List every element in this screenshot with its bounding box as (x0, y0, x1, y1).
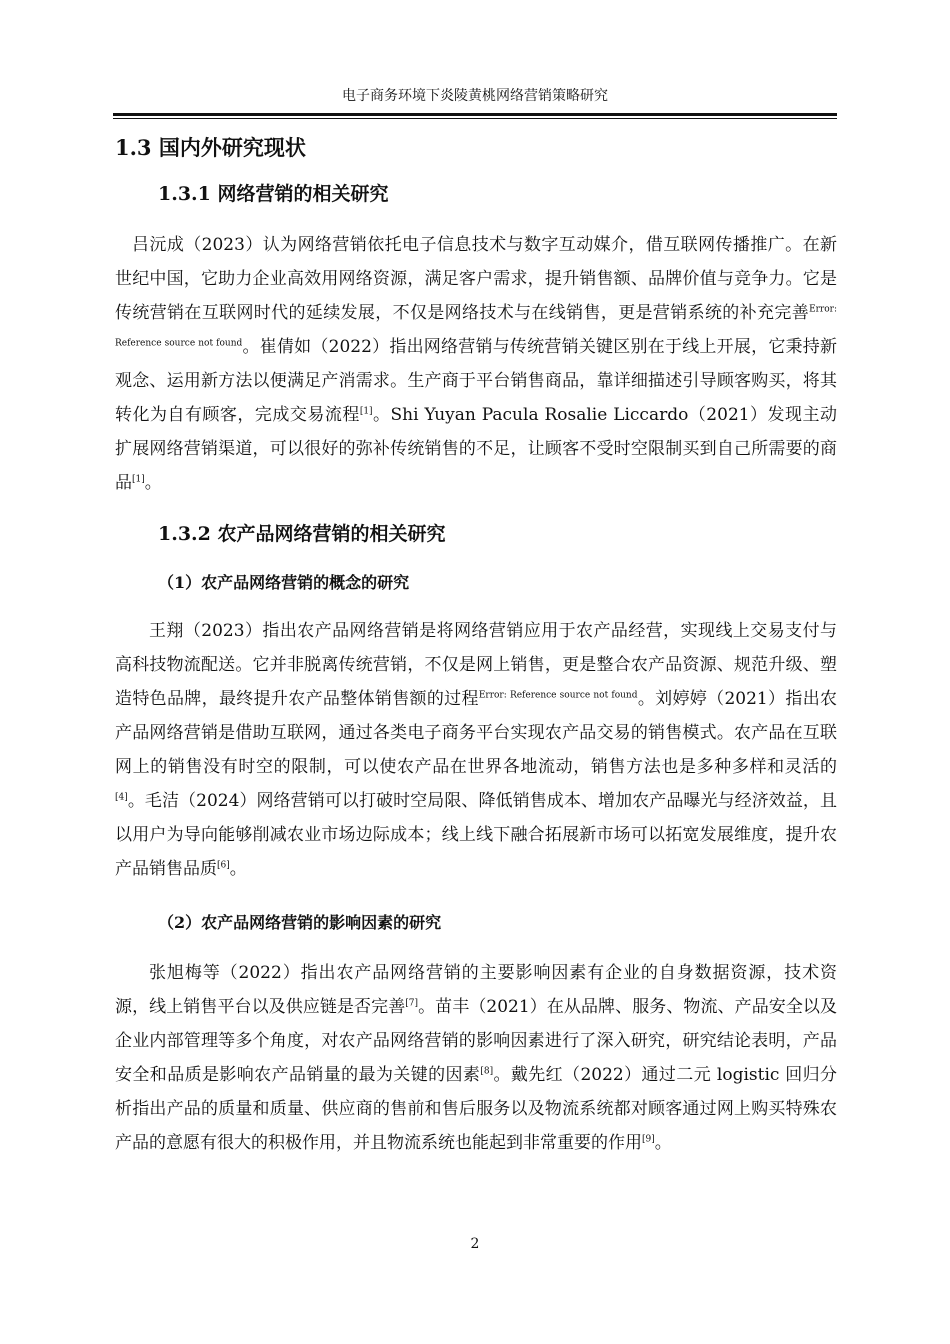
citation: [4] (115, 792, 128, 803)
para-text: 。 (229, 859, 247, 879)
reference-error: Error: Reference source not found (115, 304, 837, 349)
citation: [7] (405, 998, 419, 1009)
citation: [9] (642, 1134, 655, 1145)
para-text: 吕沅成（2023）认为网络营销依托电子信息技术与数字互动媒介，借互联网传播推广。在新世纪中国，它助力企业高效用网络资源，满足客户需求，提升销售额、品牌价值与竞争力。它是传统营销在互联网时代的延续发展，不仅是网络技术与在线销售，更是营销系统的补充完善 (115, 235, 837, 323)
citation: [1] (132, 474, 145, 485)
para-text: 。Shi Yuyan Pacula Rosalie Liccardo（2021）发现主动扩展网络营销渠道，可以很好的弥补传统销售的不足，让顾客不受时空限制买到自己所需要的商品 (115, 405, 838, 493)
header-rule-thin (113, 118, 837, 119)
paragraph-concept (115, 614, 837, 886)
para-text: 张旭梅等（2022）指出农产品网络营销的主要影响因素有企业的自身数据资源，技术资源，线上销售平台以及供应链是否完善 (115, 963, 837, 1017)
para-text: 。 (654, 1133, 672, 1153)
citation: [6] (217, 860, 230, 871)
paragraph-network-marketing (115, 228, 837, 500)
header-rule-thick (113, 113, 837, 116)
section-title: 1.3 国内外研究现状 (115, 135, 306, 160)
paragraph-factors (115, 956, 837, 1160)
subheading-concept: （1）农产品网络营销的概念的研究 (158, 573, 410, 592)
para-text: 。毛洁（2024）网络营销可以打破时空局限、降低销售成本、增加农产品曝光与经济效益，且以用户为导向能够削减农业市场边际成本；线上线下融合拓展新市场可以拓宽发展维度，提升农产品销售品质 (115, 791, 837, 879)
citation: [1] (359, 406, 373, 417)
para-text: 。刘婷婷（2021）指出农产品网络营销是借助互联网，通过各类电子商务平台实现农产品交易的销售模式。农产品在互联网上的销售没有时空的限制，可以使农产品在世界各地流动，销售方法也是多种多样和灵活的 (115, 689, 838, 777)
subheading-factors: （2）农产品网络营销的影响因素的研究 (158, 913, 442, 932)
reference-error: Error: Reference source not found (478, 690, 638, 701)
para-text: 。崔倩如（2022）指出网络营销与传统营销关键区别在于线上开展，它秉持新观念、运用新方法以便满足产消需求。生产商于平台销售商品，靠详细描述引导顾客购买，将其转化为自有顾客，完成交易流程 (115, 337, 838, 425)
page-number: 2 (470, 1236, 480, 1252)
para-text: 。戴先红（2022）通过二元 logistic 回归分析指出产品的质量和质量、供应商的售前和售后服务以及物流系统都对顾客通过网上购买特殊农产品的意愿有很大的积极作用，并且物流系统也能起到非常重要的作用 (115, 1065, 837, 1153)
para-text: 。 (144, 473, 162, 493)
subsection-title-2: 1.3.2 农产品网络营销的相关研究 (158, 523, 446, 545)
para-text: 王翔（2023）指出农产品网络营销是将网络营销应用于农产品经营，实现线上交易支付与高科技物流配送。它并非脱离传统营销，不仅是网上销售，更是整合农产品资源、规范升级、塑造特色品牌，最终提升农产品整体销售额的过程 (115, 621, 837, 709)
subsection-title-1: 1.3.1 网络营销的相关研究 (158, 183, 389, 205)
para-text: 。苗丰（2021）在从品牌、服务、物流、产品安全以及企业内部管理等多个角度，对农产品网络营销的影响因素进行了深入研究，研究结论表明，产品安全和品质是影响农产品销量的最为关键的因素 (115, 997, 838, 1085)
citation: [8] (480, 1066, 494, 1077)
running-header: 电子商务环境下炎陵黄桃网络营销策略研究 (342, 88, 608, 104)
